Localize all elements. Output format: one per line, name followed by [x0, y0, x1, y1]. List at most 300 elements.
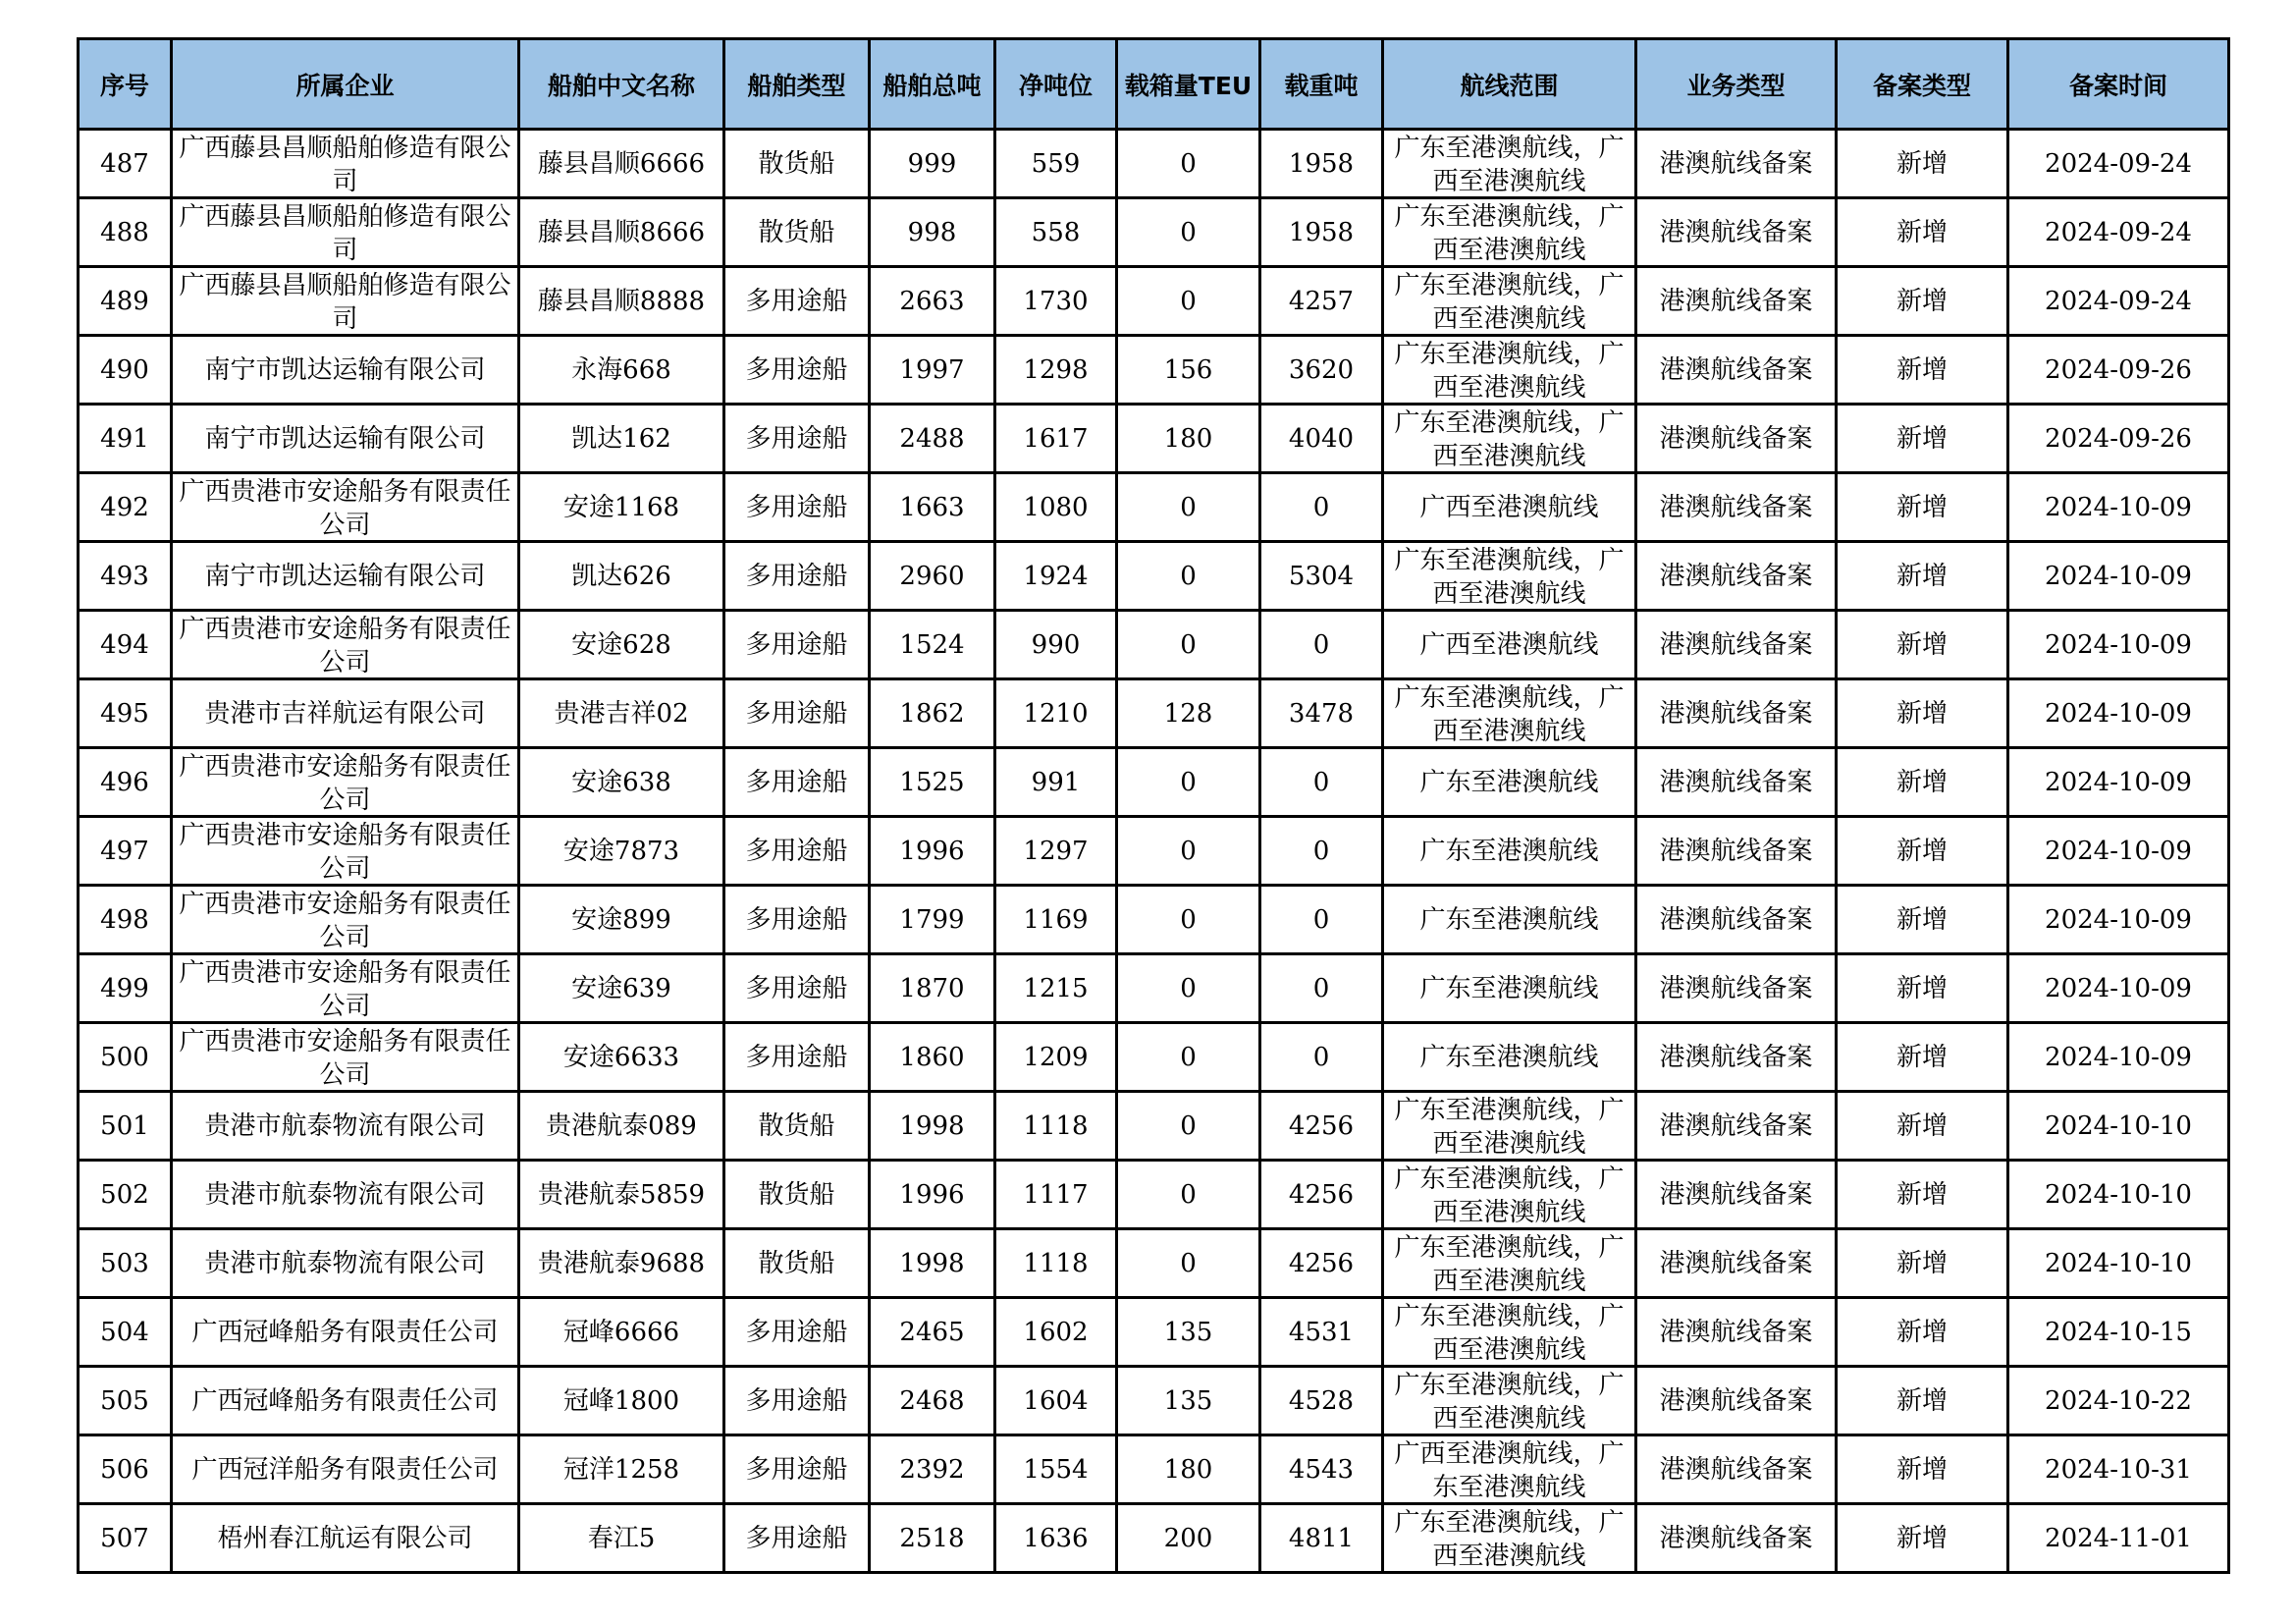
serial-no-cell: 488 — [79, 198, 172, 267]
route-scope-text: 广东至港澳航线，广西至港澳航线 — [1394, 1370, 1625, 1434]
table-row — [79, 473, 2229, 542]
net-tonnage-cell: 1118 — [995, 1229, 1117, 1298]
teu-capacity-cell: 0 — [1117, 473, 1260, 542]
table-row — [79, 542, 2229, 611]
ship-name-cell: 安途6633 — [519, 1023, 724, 1092]
route-scope-text: 广东至港澳航线 — [1419, 1042, 1599, 1072]
gross-tonnage-cell: 2465 — [870, 1298, 995, 1367]
net-tonnage-cell: 558 — [995, 198, 1117, 267]
ship-type-cell: 多用途船 — [724, 679, 870, 748]
ship-name-cell: 冠峰1800 — [519, 1367, 724, 1435]
table-row — [79, 679, 2229, 748]
business-type-cell: 港澳航线备案 — [1636, 473, 1837, 542]
gross-tonnage-cell: 1997 — [870, 336, 995, 405]
filing-date-cell: 2024-10-09 — [2008, 679, 2229, 748]
filing-type-cell: 新增 — [1837, 336, 2008, 405]
teu-capacity-cell: 180 — [1117, 1435, 1260, 1504]
net-tonnage-cell: 1215 — [995, 954, 1117, 1023]
company-text: 贵港市航泰物流有限公司 — [204, 1110, 486, 1141]
col-header-ship-type: 船舶类型 — [724, 39, 870, 130]
col-header-deadweight: 载重吨 — [1260, 39, 1383, 130]
ship-name-cell: 安途628 — [519, 611, 724, 679]
filing-date-cell: 2024-10-09 — [2008, 542, 2229, 611]
route-scope-cell — [1383, 1298, 1636, 1367]
deadweight-cell: 0 — [1260, 954, 1383, 1023]
gross-tonnage-cell: 1525 — [870, 748, 995, 817]
filing-type-cell: 新增 — [1837, 130, 2008, 198]
gross-tonnage-cell: 998 — [870, 198, 995, 267]
business-type-cell: 港澳航线备案 — [1636, 542, 1837, 611]
filing-date-cell: 2024-09-26 — [2008, 336, 2229, 405]
gross-tonnage-cell: 1998 — [870, 1229, 995, 1298]
table-row — [79, 1161, 2229, 1229]
filing-date-cell: 2024-09-24 — [2008, 130, 2229, 198]
serial-no-cell: 493 — [79, 542, 172, 611]
ship-name-cell: 贵港航泰5859 — [519, 1161, 724, 1229]
business-type-cell: 港澳航线备案 — [1636, 954, 1837, 1023]
route-scope-cell — [1383, 336, 1636, 405]
company-cell — [172, 1504, 519, 1573]
table-row — [79, 1092, 2229, 1161]
company-text: 贵港市吉祥航运有限公司 — [204, 698, 486, 729]
ship-name-cell: 藤县昌顺6666 — [519, 130, 724, 198]
company-cell — [172, 1023, 519, 1092]
gross-tonnage-cell: 2518 — [870, 1504, 995, 1573]
company-cell — [172, 542, 519, 611]
deadweight-cell: 1958 — [1260, 198, 1383, 267]
teu-capacity-cell: 180 — [1117, 405, 1260, 473]
company-cell — [172, 473, 519, 542]
teu-capacity-cell: 135 — [1117, 1367, 1260, 1435]
deadweight-cell: 0 — [1260, 748, 1383, 817]
table-row — [79, 336, 2229, 405]
route-scope-cell — [1383, 1435, 1636, 1504]
filing-type-cell: 新增 — [1837, 1161, 2008, 1229]
company-text: 广西冠峰船务有限责任公司 — [191, 1385, 499, 1416]
table-row — [79, 405, 2229, 473]
net-tonnage-cell: 1169 — [995, 886, 1117, 954]
filing-type-cell: 新增 — [1837, 1435, 2008, 1504]
col-header-company: 所属企业 — [172, 39, 519, 130]
serial-no-cell: 499 — [79, 954, 172, 1023]
serial-no-cell: 501 — [79, 1092, 172, 1161]
serial-no-cell: 490 — [79, 336, 172, 405]
net-tonnage-cell: 1602 — [995, 1298, 1117, 1367]
company-text: 广西藤县昌顺船舶修造有限公司 — [179, 201, 511, 265]
route-scope-text: 广西至港澳航线 — [1419, 629, 1599, 660]
route-scope-cell — [1383, 473, 1636, 542]
route-scope-cell — [1383, 1504, 1636, 1573]
teu-capacity-cell: 0 — [1117, 748, 1260, 817]
route-scope-cell — [1383, 1229, 1636, 1298]
filing-type-cell: 新增 — [1837, 886, 2008, 954]
company-text: 广西贵港市安途船务有限责任公司 — [179, 614, 511, 677]
route-scope-text: 广东至港澳航线，广西至港澳航线 — [1394, 201, 1625, 265]
serial-no-cell: 489 — [79, 267, 172, 336]
company-text: 广西贵港市安途船务有限责任公司 — [179, 889, 511, 952]
company-cell — [172, 886, 519, 954]
net-tonnage-cell: 1210 — [995, 679, 1117, 748]
ship-type-cell: 多用途船 — [724, 1023, 870, 1092]
deadweight-cell: 4528 — [1260, 1367, 1383, 1435]
ship-name-cell: 凯达162 — [519, 405, 724, 473]
filing-type-cell: 新增 — [1837, 473, 2008, 542]
deadweight-cell: 0 — [1260, 473, 1383, 542]
business-type-cell: 港澳航线备案 — [1636, 1504, 1837, 1573]
teu-capacity-cell: 0 — [1117, 1023, 1260, 1092]
gross-tonnage-cell: 2663 — [870, 267, 995, 336]
header-row — [79, 39, 2229, 130]
net-tonnage-cell: 1209 — [995, 1023, 1117, 1092]
serial-no-cell: 496 — [79, 748, 172, 817]
filing-type-cell: 新增 — [1837, 1504, 2008, 1573]
filing-date-cell: 2024-10-15 — [2008, 1298, 2229, 1367]
deadweight-cell: 0 — [1260, 886, 1383, 954]
route-scope-cell — [1383, 1161, 1636, 1229]
serial-no-cell: 497 — [79, 817, 172, 886]
table-row — [79, 748, 2229, 817]
company-text: 广西藤县昌顺船舶修造有限公司 — [179, 133, 511, 196]
ship-type-cell: 散货船 — [724, 198, 870, 267]
ship-type-cell: 多用途船 — [724, 611, 870, 679]
gross-tonnage-cell: 2392 — [870, 1435, 995, 1504]
teu-capacity-cell: 0 — [1117, 886, 1260, 954]
company-cell — [172, 954, 519, 1023]
filing-date-cell: 2024-10-09 — [2008, 1023, 2229, 1092]
filing-date-cell: 2024-10-10 — [2008, 1229, 2229, 1298]
company-cell — [172, 1161, 519, 1229]
table-row — [79, 954, 2229, 1023]
route-scope-cell — [1383, 1023, 1636, 1092]
ship-type-cell: 多用途船 — [724, 336, 870, 405]
ship-name-cell: 安途638 — [519, 748, 724, 817]
route-scope-text: 广西至港澳航线，广东至港澳航线 — [1394, 1438, 1625, 1502]
deadweight-cell: 4543 — [1260, 1435, 1383, 1504]
company-text: 南宁市凯达运输有限公司 — [204, 354, 486, 385]
ship-type-cell: 多用途船 — [724, 473, 870, 542]
ship-name-cell: 贵港航泰089 — [519, 1092, 724, 1161]
filing-type-cell: 新增 — [1837, 1298, 2008, 1367]
company-text: 广西冠洋船务有限责任公司 — [191, 1454, 499, 1485]
teu-capacity-cell: 0 — [1117, 817, 1260, 886]
business-type-cell: 港澳航线备案 — [1636, 405, 1837, 473]
company-cell — [172, 405, 519, 473]
ship-type-cell: 多用途船 — [724, 1435, 870, 1504]
col-header-serial-no: 序号 — [79, 39, 172, 130]
serial-no-cell: 505 — [79, 1367, 172, 1435]
gross-tonnage-cell: 1663 — [870, 473, 995, 542]
filing-type-cell: 新增 — [1837, 1229, 2008, 1298]
deadweight-cell: 0 — [1260, 1023, 1383, 1092]
ship-name-cell: 安途639 — [519, 954, 724, 1023]
serial-no-cell: 492 — [79, 473, 172, 542]
serial-no-cell: 503 — [79, 1229, 172, 1298]
filing-date-cell: 2024-11-01 — [2008, 1504, 2229, 1573]
filing-type-cell: 新增 — [1837, 679, 2008, 748]
col-header-gross-tonnage: 船舶总吨 — [870, 39, 995, 130]
ship-name-cell: 冠峰6666 — [519, 1298, 724, 1367]
route-scope-cell — [1383, 611, 1636, 679]
route-scope-text: 广东至港澳航线，广西至港澳航线 — [1394, 1232, 1625, 1296]
net-tonnage-cell: 1117 — [995, 1161, 1117, 1229]
company-cell — [172, 267, 519, 336]
company-cell — [172, 198, 519, 267]
ship-type-cell: 散货船 — [724, 1229, 870, 1298]
ship-type-cell: 多用途船 — [724, 817, 870, 886]
deadweight-cell: 0 — [1260, 611, 1383, 679]
teu-capacity-cell: 0 — [1117, 954, 1260, 1023]
filing-type-cell: 新增 — [1837, 1092, 2008, 1161]
table-row — [79, 267, 2229, 336]
teu-capacity-cell: 0 — [1117, 1161, 1260, 1229]
serial-no-cell: 494 — [79, 611, 172, 679]
net-tonnage-cell: 1617 — [995, 405, 1117, 473]
table-row — [79, 1229, 2229, 1298]
serial-no-cell: 507 — [79, 1504, 172, 1573]
teu-capacity-cell: 200 — [1117, 1504, 1260, 1573]
route-scope-text: 广东至港澳航线，广西至港澳航线 — [1394, 1301, 1625, 1365]
deadweight-cell: 4531 — [1260, 1298, 1383, 1367]
business-type-cell: 港澳航线备案 — [1636, 1161, 1837, 1229]
table-row — [79, 130, 2229, 198]
col-header-net-tonnage: 净吨位 — [995, 39, 1117, 130]
business-type-cell: 港澳航线备案 — [1636, 1092, 1837, 1161]
net-tonnage-cell: 1298 — [995, 336, 1117, 405]
teu-capacity-cell: 0 — [1117, 1092, 1260, 1161]
teu-capacity-cell: 128 — [1117, 679, 1260, 748]
table-row — [79, 1367, 2229, 1435]
company-text: 广西冠峰船务有限责任公司 — [191, 1317, 499, 1347]
ship-type-cell: 散货船 — [724, 1092, 870, 1161]
serial-no-cell: 504 — [79, 1298, 172, 1367]
col-header-business-type: 业务类型 — [1636, 39, 1837, 130]
filing-date-cell: 2024-09-24 — [2008, 198, 2229, 267]
ship-type-cell: 多用途船 — [724, 748, 870, 817]
ship-type-cell: 多用途船 — [724, 542, 870, 611]
gross-tonnage-cell: 1860 — [870, 1023, 995, 1092]
filing-type-cell: 新增 — [1837, 611, 2008, 679]
gross-tonnage-cell: 1996 — [870, 1161, 995, 1229]
filing-date-cell: 2024-09-24 — [2008, 267, 2229, 336]
deadweight-cell: 1958 — [1260, 130, 1383, 198]
gross-tonnage-cell: 1996 — [870, 817, 995, 886]
gross-tonnage-cell: 2488 — [870, 405, 995, 473]
ship-name-cell: 永海668 — [519, 336, 724, 405]
route-scope-cell — [1383, 748, 1636, 817]
ship-type-cell: 多用途船 — [724, 954, 870, 1023]
gross-tonnage-cell: 1524 — [870, 611, 995, 679]
business-type-cell: 港澳航线备案 — [1636, 1298, 1837, 1367]
route-scope-text: 广东至港澳航线，广西至港澳航线 — [1394, 133, 1625, 196]
company-cell — [172, 336, 519, 405]
teu-capacity-cell: 0 — [1117, 542, 1260, 611]
company-cell — [172, 817, 519, 886]
route-scope-cell — [1383, 886, 1636, 954]
vessel-filing-table — [77, 37, 2230, 1574]
route-scope-text: 广东至港澳航线 — [1419, 767, 1599, 797]
ship-name-cell: 凯达626 — [519, 542, 724, 611]
company-text: 广西藤县昌顺船舶修造有限公司 — [179, 270, 511, 334]
serial-no-cell: 495 — [79, 679, 172, 748]
deadweight-cell: 4040 — [1260, 405, 1383, 473]
table-row — [79, 886, 2229, 954]
company-text: 广西贵港市安途船务有限责任公司 — [179, 1026, 511, 1090]
filing-date-cell: 2024-10-09 — [2008, 611, 2229, 679]
gross-tonnage-cell: 1870 — [870, 954, 995, 1023]
col-header-teu-capacity: 载箱量TEU — [1117, 39, 1260, 130]
company-cell — [172, 611, 519, 679]
filing-date-cell: 2024-10-09 — [2008, 954, 2229, 1023]
ship-name-cell: 安途7873 — [519, 817, 724, 886]
company-text: 南宁市凯达运输有限公司 — [204, 423, 486, 454]
table-row — [79, 1023, 2229, 1092]
net-tonnage-cell: 1080 — [995, 473, 1117, 542]
business-type-cell: 港澳航线备案 — [1636, 886, 1837, 954]
ship-type-cell: 多用途船 — [724, 1504, 870, 1573]
company-text: 广西贵港市安途船务有限责任公司 — [179, 751, 511, 815]
company-cell — [172, 1367, 519, 1435]
net-tonnage-cell: 559 — [995, 130, 1117, 198]
filing-type-cell: 新增 — [1837, 1367, 2008, 1435]
table-body — [79, 130, 2229, 1573]
table-row — [79, 1435, 2229, 1504]
filing-type-cell: 新增 — [1837, 267, 2008, 336]
route-scope-text: 广东至港澳航线，广西至港澳航线 — [1394, 339, 1625, 403]
ship-type-cell: 散货船 — [724, 130, 870, 198]
serial-no-cell: 500 — [79, 1023, 172, 1092]
serial-no-cell: 491 — [79, 405, 172, 473]
company-cell — [172, 1298, 519, 1367]
ship-type-cell: 多用途船 — [724, 1298, 870, 1367]
company-text: 贵港市航泰物流有限公司 — [204, 1179, 486, 1210]
net-tonnage-cell: 1554 — [995, 1435, 1117, 1504]
filing-date-cell: 2024-10-09 — [2008, 817, 2229, 886]
company-cell — [172, 1435, 519, 1504]
route-scope-text: 广西至港澳航线 — [1419, 492, 1599, 522]
table-row — [79, 611, 2229, 679]
teu-capacity-cell: 135 — [1117, 1298, 1260, 1367]
route-scope-cell — [1383, 1092, 1636, 1161]
business-type-cell: 港澳航线备案 — [1636, 679, 1837, 748]
route-scope-text: 广东至港澳航线 — [1419, 904, 1599, 935]
business-type-cell: 港澳航线备案 — [1636, 1367, 1837, 1435]
company-cell — [172, 679, 519, 748]
ship-name-cell: 春江5 — [519, 1504, 724, 1573]
gross-tonnage-cell: 2960 — [870, 542, 995, 611]
ship-name-cell: 安途1168 — [519, 473, 724, 542]
route-scope-cell — [1383, 817, 1636, 886]
table-row — [79, 198, 2229, 267]
ship-type-cell: 多用途船 — [724, 886, 870, 954]
route-scope-cell — [1383, 954, 1636, 1023]
route-scope-text: 广东至港澳航线，广西至港澳航线 — [1394, 1507, 1625, 1571]
deadweight-cell: 4256 — [1260, 1229, 1383, 1298]
table-row — [79, 817, 2229, 886]
filing-date-cell: 2024-10-10 — [2008, 1161, 2229, 1229]
route-scope-text: 广东至港澳航线，广西至港澳航线 — [1394, 1095, 1625, 1159]
serial-no-cell: 502 — [79, 1161, 172, 1229]
route-scope-cell — [1383, 405, 1636, 473]
company-cell — [172, 1229, 519, 1298]
business-type-cell: 港澳航线备案 — [1636, 748, 1837, 817]
route-scope-cell — [1383, 130, 1636, 198]
company-text: 广西贵港市安途船务有限责任公司 — [179, 820, 511, 884]
filing-date-cell: 2024-10-10 — [2008, 1092, 2229, 1161]
net-tonnage-cell: 1924 — [995, 542, 1117, 611]
company-text: 南宁市凯达运输有限公司 — [204, 561, 486, 591]
filing-type-cell: 新增 — [1837, 817, 2008, 886]
ship-name-cell: 贵港航泰9688 — [519, 1229, 724, 1298]
table-row — [79, 1504, 2229, 1573]
deadweight-cell: 0 — [1260, 817, 1383, 886]
company-text: 广西贵港市安途船务有限责任公司 — [179, 957, 511, 1021]
col-header-filing-date: 备案时间 — [2008, 39, 2229, 130]
net-tonnage-cell: 991 — [995, 748, 1117, 817]
filing-type-cell: 新增 — [1837, 405, 2008, 473]
deadweight-cell: 4811 — [1260, 1504, 1383, 1573]
ship-type-cell: 多用途船 — [724, 267, 870, 336]
ship-name-cell: 冠洋1258 — [519, 1435, 724, 1504]
filing-date-cell: 2024-10-31 — [2008, 1435, 2229, 1504]
business-type-cell: 港澳航线备案 — [1636, 611, 1837, 679]
deadweight-cell: 5304 — [1260, 542, 1383, 611]
filing-type-cell: 新增 — [1837, 1023, 2008, 1092]
filing-date-cell: 2024-10-22 — [2008, 1367, 2229, 1435]
business-type-cell: 港澳航线备案 — [1636, 1435, 1837, 1504]
route-scope-text: 广东至港澳航线，广西至港澳航线 — [1394, 545, 1625, 609]
serial-no-cell: 487 — [79, 130, 172, 198]
business-type-cell: 港澳航线备案 — [1636, 817, 1837, 886]
ship-name-cell: 安途899 — [519, 886, 724, 954]
gross-tonnage-cell: 2468 — [870, 1367, 995, 1435]
route-scope-cell — [1383, 542, 1636, 611]
route-scope-cell — [1383, 267, 1636, 336]
company-text: 贵港市航泰物流有限公司 — [204, 1248, 486, 1278]
route-scope-text: 广东至港澳航线，广西至港澳航线 — [1394, 270, 1625, 334]
net-tonnage-cell: 1604 — [995, 1367, 1117, 1435]
filing-date-cell: 2024-10-09 — [2008, 886, 2229, 954]
route-scope-text: 广东至港澳航线 — [1419, 836, 1599, 866]
route-scope-cell — [1383, 1367, 1636, 1435]
ship-name-cell: 藤县昌顺8888 — [519, 267, 724, 336]
gross-tonnage-cell: 1799 — [870, 886, 995, 954]
gross-tonnage-cell: 1862 — [870, 679, 995, 748]
company-cell — [172, 748, 519, 817]
route-scope-text: 广东至港澳航线 — [1419, 973, 1599, 1003]
company-text: 梧州春江航运有限公司 — [217, 1523, 473, 1553]
serial-no-cell: 506 — [79, 1435, 172, 1504]
col-header-route-scope: 航线范围 — [1383, 39, 1636, 130]
teu-capacity-cell: 0 — [1117, 611, 1260, 679]
deadweight-cell: 4257 — [1260, 267, 1383, 336]
business-type-cell: 港澳航线备案 — [1636, 130, 1837, 198]
business-type-cell: 港澳航线备案 — [1636, 267, 1837, 336]
route-scope-cell — [1383, 198, 1636, 267]
net-tonnage-cell: 990 — [995, 611, 1117, 679]
filing-type-cell: 新增 — [1837, 954, 2008, 1023]
table-row — [79, 1298, 2229, 1367]
ship-name-cell: 贵港吉祥02 — [519, 679, 724, 748]
gross-tonnage-cell: 1998 — [870, 1092, 995, 1161]
deadweight-cell: 3620 — [1260, 336, 1383, 405]
teu-capacity-cell: 156 — [1117, 336, 1260, 405]
ship-name-cell: 藤县昌顺8666 — [519, 198, 724, 267]
net-tonnage-cell: 1297 — [995, 817, 1117, 886]
filing-type-cell: 新增 — [1837, 542, 2008, 611]
deadweight-cell: 4256 — [1260, 1161, 1383, 1229]
route-scope-text: 广东至港澳航线，广西至港澳航线 — [1394, 407, 1625, 471]
net-tonnage-cell: 1118 — [995, 1092, 1117, 1161]
